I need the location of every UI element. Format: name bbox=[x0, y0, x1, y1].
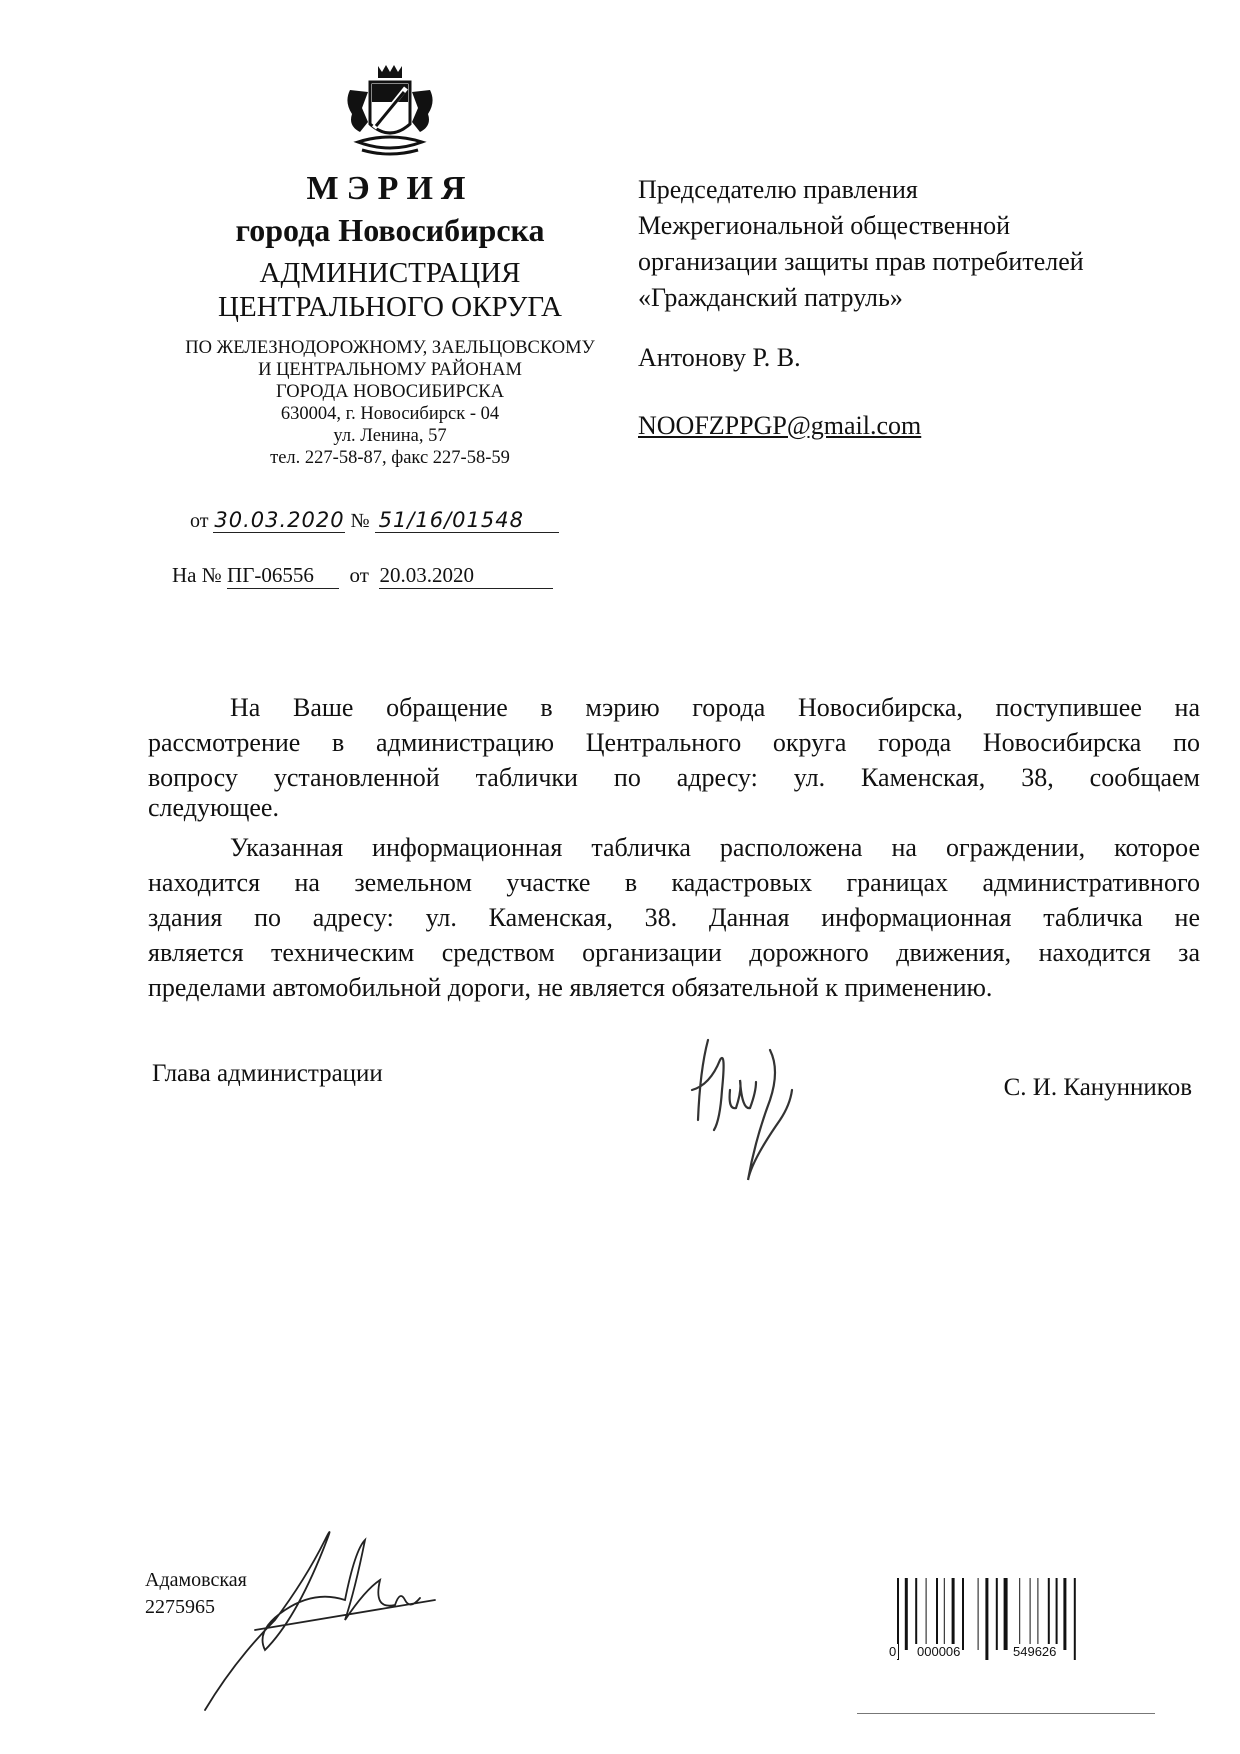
letterhead-phone: тел. 227-58-87, факс 227-58-59 bbox=[270, 448, 510, 468]
barcode-bar bbox=[915, 1578, 917, 1650]
barcode-bar bbox=[962, 1578, 964, 1650]
barcode-bar bbox=[985, 1578, 988, 1660]
recipient-name: Антонову Р. В. bbox=[638, 343, 801, 372]
incoming-date: 20.03.2020 bbox=[379, 563, 553, 589]
outgoing-number: 51/16/01548 bbox=[375, 508, 559, 533]
barcode-bar bbox=[1063, 1578, 1066, 1650]
org-title: МЭРИЯ bbox=[306, 170, 474, 207]
barcode-bar bbox=[1048, 1578, 1050, 1650]
barcode bbox=[889, 1578, 1095, 1678]
body-line: находится на земельном участке в кадастровых границах административного bbox=[148, 868, 1200, 897]
barcode-bar bbox=[996, 1578, 998, 1650]
reply-label: На № bbox=[172, 563, 222, 587]
body-line: следующее. bbox=[148, 793, 279, 822]
signatory-name: С. И. Канунников bbox=[1003, 1074, 1192, 1101]
letterhead-line: ПО ЖЕЛЕЗНОДОРОЖНОМУ, ЗАЕЛЬЦОВСКОМУ bbox=[185, 338, 595, 358]
reply-from-label: от bbox=[349, 563, 369, 587]
body-line: здания по адресу: ул. Каменская, 38. Данная информационная табличка не bbox=[148, 903, 1200, 932]
body-line: Указанная информационная табличка расположена на ограждении, которое bbox=[230, 833, 1200, 862]
signatory-position: Глава администрации bbox=[152, 1060, 383, 1087]
letterhead-address: 630004, г. Новосибирск - 04 bbox=[280, 404, 500, 424]
dept-line-2: ЦЕНТРАЛЬНОГО ОКРУГА bbox=[218, 291, 562, 323]
incoming-number: ПГ-06556 bbox=[227, 563, 339, 589]
barcode-digits-mid: 000006 bbox=[917, 1644, 961, 1659]
dept-line-1: АДМИНИСТРАЦИЯ bbox=[259, 257, 521, 289]
barcode-bar bbox=[926, 1578, 927, 1650]
recipient-line: Председателю правления bbox=[638, 175, 918, 204]
recipient-line: организации защиты прав потребителей bbox=[638, 247, 1084, 276]
body-line: пределами автомобильной дороги, не является обязательной к применению. bbox=[148, 973, 993, 1002]
body-line: На Ваше обращение в мэрию города Новосибирска, поступившее на bbox=[230, 693, 1200, 722]
recipient-line: Межрегиональной общественной bbox=[638, 211, 1010, 240]
barcode-bar bbox=[952, 1578, 955, 1650]
barcode-bar bbox=[1056, 1578, 1058, 1650]
incoming-reference bbox=[172, 563, 553, 589]
body-line: вопросу установленной таблички по адресу: ул. Каменская, 38, сообщаем bbox=[148, 763, 1200, 792]
barcode-bar bbox=[1030, 1578, 1031, 1650]
barcode-digit-left: 0 bbox=[889, 1644, 897, 1659]
letterhead-street: ул. Ленина, 57 bbox=[333, 426, 447, 446]
outgoing-reference bbox=[190, 508, 559, 533]
barcode-digits-right: 549626 bbox=[1013, 1644, 1057, 1659]
barcode-bar bbox=[978, 1578, 979, 1650]
number-label: № bbox=[350, 510, 370, 532]
handwritten-signature bbox=[670, 1030, 870, 1220]
executor-signature bbox=[195, 1510, 465, 1725]
body-line: рассмотрение в администрацию Центрального округа города Новосибирска по bbox=[148, 728, 1200, 757]
barcode-bar bbox=[905, 1578, 908, 1650]
barcode-bar bbox=[1019, 1578, 1020, 1650]
barcode-bar bbox=[1004, 1578, 1008, 1650]
recipient-email[interactable]: NOOFZPPGP@gmail.com bbox=[638, 411, 922, 440]
coat-of-arms-icon bbox=[340, 62, 440, 160]
from-label: от bbox=[190, 510, 209, 532]
barcode-bar bbox=[1074, 1578, 1076, 1660]
barcode-bar bbox=[944, 1578, 945, 1650]
letterhead-line: И ЦЕНТРАЛЬНОМУ РАЙОНАМ bbox=[258, 360, 522, 380]
executor-name: Адамовская bbox=[145, 1569, 247, 1591]
body-line: является техническим средством организации дорожного движения, находится за bbox=[148, 938, 1200, 967]
org-city: города Новосибирска bbox=[235, 212, 545, 248]
executor-phone: 2275965 bbox=[145, 1596, 215, 1618]
divider-line bbox=[857, 1713, 1155, 1714]
recipient-line: «Гражданский патруль» bbox=[638, 283, 903, 312]
barcode-bar bbox=[1037, 1578, 1038, 1650]
outgoing-date: 30.03.2020 bbox=[214, 508, 345, 532]
barcode-bar bbox=[936, 1578, 938, 1650]
coat-of-arms-emblem bbox=[340, 62, 440, 160]
letterhead-line: ГОРОДА НОВОСИБИРСКА bbox=[275, 382, 505, 402]
